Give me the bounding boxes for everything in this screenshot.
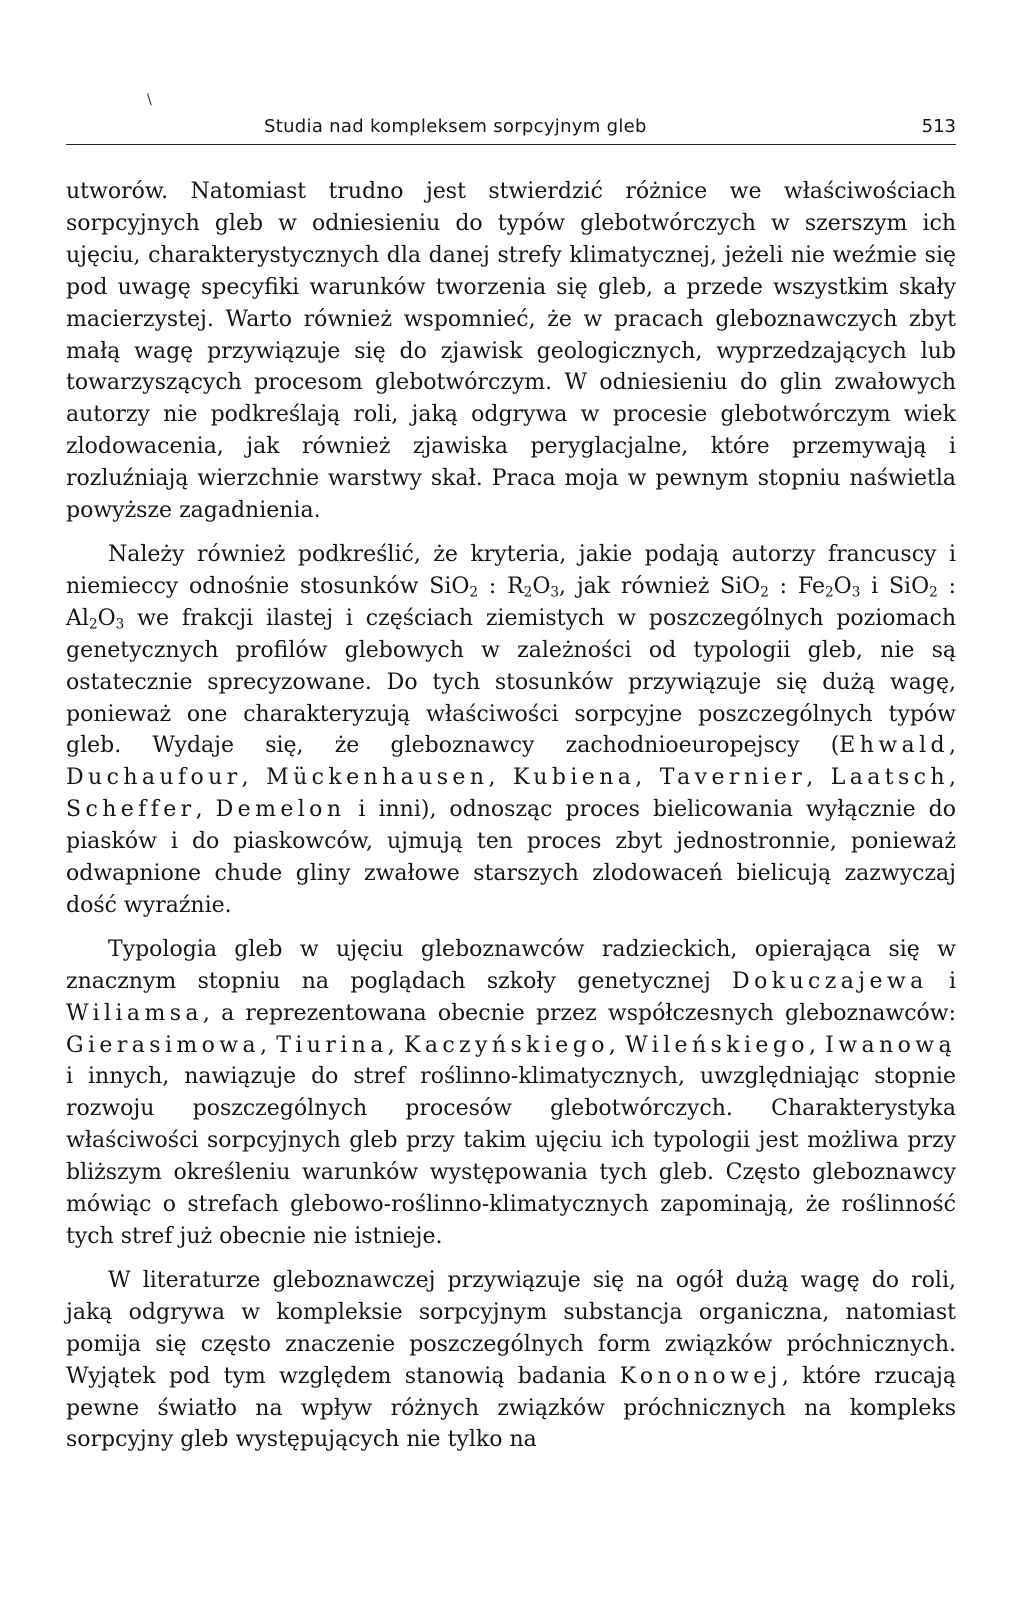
spaced-author-name: Wiliamsa xyxy=(66,1000,203,1026)
page-number: 513 xyxy=(921,116,956,137)
text-run: : Fe xyxy=(768,573,825,599)
text-run: , xyxy=(608,1032,626,1058)
text-run: we frakcji ilastej i częściach ziemistych w poszczególnych poziomach genetycznych profilów glebowych w zależności od typologii gleb, nie są ostatecznie sprecyzowane. Do tych stosunków przywiązuje się dużą wagę, ponieważ one charakteryzują właściwości sorpcyjne poszczególnych typów gleb. Wydaje się, że gleboznawcy zachodnioeuropejscy ( xyxy=(66,605,956,759)
spaced-author-name: Tiurina xyxy=(276,1032,388,1058)
spaced-author-name: Mückenhausen xyxy=(266,765,489,791)
text-run: i xyxy=(927,968,957,994)
spaced-author-name: Laatsch xyxy=(830,765,949,791)
body-text xyxy=(66,176,956,1468)
subscript: 2 xyxy=(824,584,834,601)
spaced-author-name: Iwanową xyxy=(825,1032,956,1058)
subscript: 3 xyxy=(115,616,125,633)
subscript: 2 xyxy=(760,584,769,601)
spaced-author-name: Duchaufour xyxy=(66,765,242,791)
text-run: , xyxy=(241,765,267,791)
text-run: , xyxy=(635,765,660,791)
text-run: , xyxy=(806,765,831,791)
spaced-author-name: Tavernier xyxy=(659,765,807,791)
paragraph xyxy=(66,934,956,1253)
text-run: i SiO xyxy=(860,573,930,599)
text-run: : R xyxy=(478,573,524,599)
text-run: , xyxy=(808,1032,826,1058)
text-run: , xyxy=(387,1032,404,1058)
paragraph xyxy=(66,1265,956,1456)
spaced-author-name: Gierasimowa xyxy=(66,1032,261,1058)
text-run: , xyxy=(195,797,216,823)
text-run: , jak również SiO xyxy=(559,573,761,599)
spaced-author-name: Scheffer xyxy=(66,797,196,823)
text-run: O xyxy=(97,605,116,631)
paragraph xyxy=(66,176,956,527)
running-title: Studia nad kompleksem sorpcyjnym gleb xyxy=(264,116,647,137)
text-run: , xyxy=(949,733,956,759)
text-run: Typologia gleb w ujęciu gleboznawców radzieckich, opierająca się w znacznym stopniu na poglądach szkoły genetycznej xyxy=(66,936,956,994)
text-run: : Al xyxy=(66,573,956,631)
subscript: 3 xyxy=(550,584,560,601)
text-run: utworów. Natomiast trudno jest stwierdzić różnice we właściwościach sorpcyjnych gleb w odniesieniu do typów glebotwórczych w szerszym ich ujęciu, charakterystycznych dla danej strefy klimatycznej, jeżeli nie weźmie się pod uwagę specyfiki warunków tworzenia się gleb, a przede wszystkim skały macierzystej. Warto również wspomnieć, że w pracach gleboznawczych zbyt małą wagę przywiązuje się do zjawisk geologicznych, wyprzedzających lub towarzyszących procesom glebotwórczym. W odniesieniu do glin zwałowych autorzy nie podkreślają roli, jaką odgrywa w procesie glebotwórczym wiek zlodowacenia, jak również zjawiska peryglacjalne, które przemywają i rozluźniają wierzchnie warstwy skał. Praca moja w pewnym stopniu naświetla powyższe zagadnienia. xyxy=(66,179,956,524)
text-run: W literaturze gleboznawczej przywiązuje się na ogół dużą wagę do roli, jaką odgrywa w kompleksie sorpcyjnym substancja organiczna, natomiast pomija się często znaczenie poszczególnych form związków próchnicznych. Wyjątek pod tym względem stanowią badania xyxy=(66,1267,956,1389)
subscript: 3 xyxy=(851,584,861,601)
text-run: i inni), odnosząc proces bielicowania wyłącznie do piasków i do piaskowców, ujmują ten proces zbyt jednostronnie, ponieważ odwapnione chude gliny zwałowe starszych zlodowaceń bielicują zazwyczaj dość wyraźnie. xyxy=(66,797,956,918)
text-run: , xyxy=(948,765,956,791)
subscript: 2 xyxy=(469,584,479,601)
running-header xyxy=(66,112,956,145)
spaced-author-name: Wileńskiego xyxy=(625,1032,809,1058)
text-run: i innych, nawiązuje do stref roślinno-klimatycznych, uwzględniając stopnie rozwoju poszczególnych procesów glebotwórczych. Charakterystyka właściwości sorpcyjnych gleb przy takim ujęciu ich typologii jest możliwa przy bliższym określeniu warunków występowania tych gleb. Często gleboznawcy mówiąc o strefach glebowo-roślinno-klimatycznych zapominają, że roślinność tych stref już obecnie nie istnieje. xyxy=(66,1064,956,1249)
paragraph xyxy=(66,539,956,922)
spaced-author-name: Kaczyńskiego xyxy=(403,1032,609,1058)
margin-tick-mark: \ xyxy=(147,92,152,108)
text-run: O xyxy=(532,573,551,599)
text-run: , a reprezentowana obecnie przez współczesnych gleboznawców: xyxy=(202,1000,956,1026)
text-run: , xyxy=(260,1032,277,1058)
text-run: O xyxy=(833,573,852,599)
spaced-author-name: Dokuczajewa xyxy=(732,968,928,994)
text-run: Należy również podkreślić, że kryteria, jakie podają autorzy francuscy i niemieccy odnośnie stosunków SiO xyxy=(66,541,956,599)
spaced-author-name: Demelon xyxy=(215,797,346,823)
spaced-author-name: Kubiena xyxy=(512,765,636,791)
subscript: 2 xyxy=(88,616,98,633)
text-run: , które rzucają pewne światło na wpływ różnych związków próchnicznych na kompleks sorpcyjny gleb występujących nie tylko na xyxy=(66,1363,956,1453)
spaced-author-name: Ehwald xyxy=(839,733,949,759)
subscript: 2 xyxy=(929,584,938,601)
text-run: , xyxy=(488,765,513,791)
spaced-author-name: Kononowej xyxy=(619,1363,782,1389)
subscript: 2 xyxy=(523,584,533,601)
